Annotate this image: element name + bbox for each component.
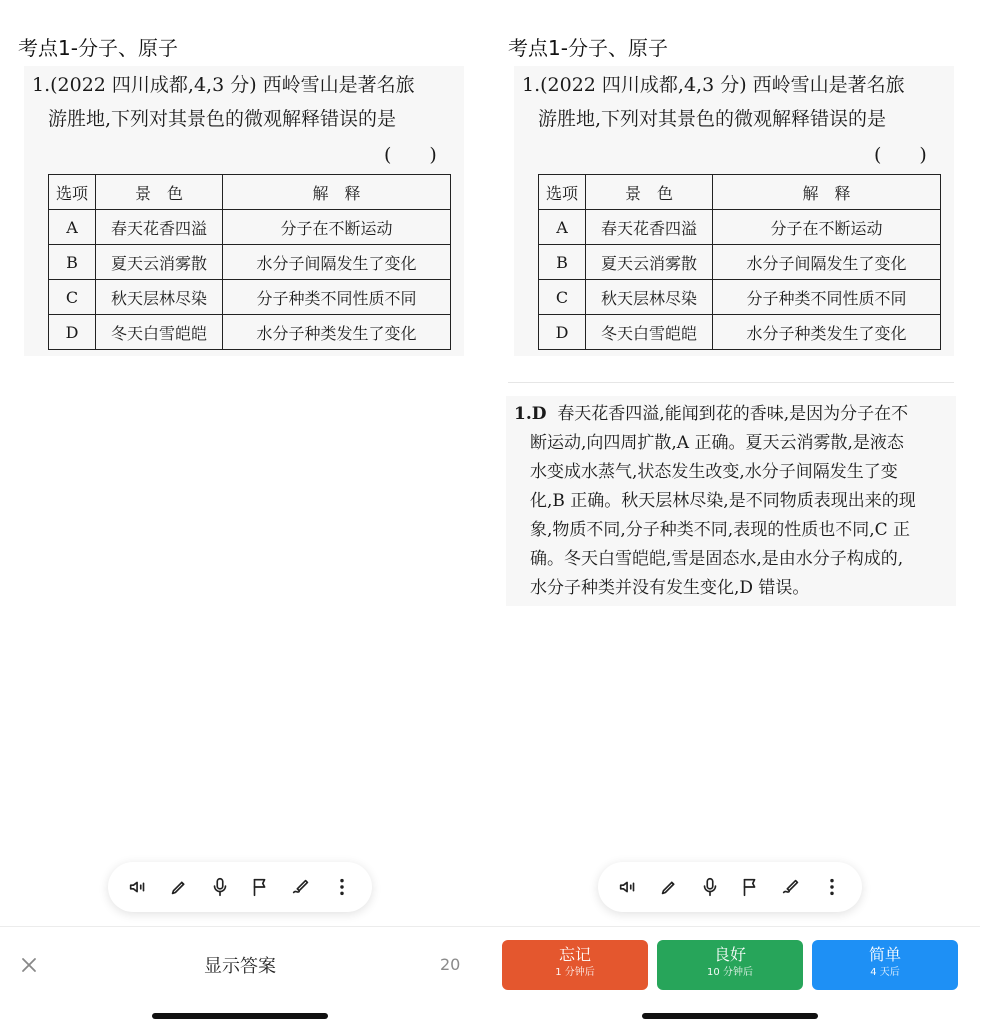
- table-cell: 分子在不断运动: [713, 210, 941, 245]
- table-header: 解 释: [713, 175, 941, 210]
- more-icon[interactable]: [819, 874, 845, 900]
- table-header-row: [539, 175, 941, 210]
- options-table: [48, 174, 451, 350]
- table-header: 选项: [539, 175, 586, 210]
- table-cell: 冬天白雪皑皑: [586, 315, 713, 350]
- question-line-1: 1.(2022 四川成都,4,3 分) 西岭雪山是著名旅: [522, 74, 905, 96]
- deck-title: 考点1-分子、原子: [508, 36, 668, 60]
- home-indicator: [642, 1013, 818, 1019]
- table-header: 解 释: [223, 175, 451, 210]
- flag-icon[interactable]: [247, 874, 273, 900]
- answer-line: 水变成水蒸气,状态发生改变,水分子间隔发生了变: [530, 462, 898, 482]
- table-row: [539, 210, 941, 245]
- question-card: [24, 66, 464, 356]
- table-cell: 夏天云消雾散: [586, 245, 713, 280]
- answer-blank: ( ): [384, 144, 437, 166]
- question-line-2: 游胜地,下列对其景色的微观解释错误的是: [538, 108, 887, 130]
- table-cell: 水分子间隔发生了变化: [223, 245, 451, 280]
- table-header: 景 色: [96, 175, 223, 210]
- table-cell: C: [49, 280, 96, 315]
- card-toolbar: [598, 862, 862, 912]
- question-card: [514, 66, 954, 356]
- show-answer-button[interactable]: 显示答案: [204, 956, 276, 977]
- speaker-icon[interactable]: [125, 874, 151, 900]
- answer-line: 化,B 正确。秋天层林尽染,是不同物质表现出来的现: [530, 491, 916, 511]
- grade-forget-button[interactable]: [502, 940, 648, 990]
- table-row: [539, 280, 941, 315]
- answer-blank: ( ): [874, 144, 927, 166]
- table-row: [539, 245, 941, 280]
- table-cell: 水分子间隔发生了变化: [713, 245, 941, 280]
- table-cell: B: [539, 245, 586, 280]
- flag-icon[interactable]: [737, 874, 763, 900]
- answer-line: 断运动,向四周扩散,A 正确。夏天云消雾散,是液态: [530, 433, 904, 453]
- table-row: [49, 280, 451, 315]
- table-cell: D: [49, 315, 96, 350]
- table-cell: D: [539, 315, 586, 350]
- table-row: [49, 210, 451, 245]
- table-header: 选项: [49, 175, 96, 210]
- table-row: [49, 245, 451, 280]
- pencil-icon[interactable]: [166, 874, 192, 900]
- grade-interval: 10 分钟后: [707, 967, 753, 978]
- pencil-icon[interactable]: [656, 874, 682, 900]
- grade-interval: 1 分钟后: [555, 967, 595, 978]
- microphone-icon[interactable]: [697, 874, 723, 900]
- table-cell: C: [539, 280, 586, 315]
- answer-line: 确。冬天白雪皑皑,雪是固态水,是由水分子构成的,: [530, 549, 904, 569]
- grade-good-button[interactable]: [657, 940, 803, 990]
- table-cell: 分子在不断运动: [223, 210, 451, 245]
- answer-line: [514, 400, 908, 429]
- draw-icon[interactable]: [778, 874, 804, 900]
- table-cell: B: [49, 245, 96, 280]
- table-cell: 分子种类不同性质不同: [713, 280, 941, 315]
- answer-text: 春天花香四溢,能闻到花的香味,是因为分子在不: [557, 404, 909, 424]
- table-cell: 春天花香四溢: [586, 210, 713, 245]
- table-cell: 水分子种类发生了变化: [713, 315, 941, 350]
- options-table: [538, 174, 941, 350]
- table-cell: 秋天层林尽染: [96, 280, 223, 315]
- more-icon[interactable]: [329, 874, 355, 900]
- speaker-icon[interactable]: [615, 874, 641, 900]
- grade-label: 简单: [868, 945, 901, 964]
- question-line-2: 游胜地,下列对其景色的微观解释错误的是: [48, 108, 397, 130]
- table-cell: 冬天白雪皑皑: [96, 315, 223, 350]
- answer-explanation: [506, 396, 956, 606]
- question-screen: [0, 0, 490, 1019]
- table-row: [49, 315, 451, 350]
- table-cell: 水分子种类发生了变化: [223, 315, 451, 350]
- footer-divider: [0, 926, 490, 927]
- close-icon[interactable]: [18, 954, 40, 976]
- grade-easy-button[interactable]: [812, 940, 958, 990]
- footer-divider: [490, 926, 980, 927]
- draw-icon[interactable]: [288, 874, 314, 900]
- table-header-row: [49, 175, 451, 210]
- table-cell: 秋天层林尽染: [586, 280, 713, 315]
- microphone-icon[interactable]: [207, 874, 233, 900]
- table-header: 景 色: [586, 175, 713, 210]
- table-cell: 分子种类不同性质不同: [223, 280, 451, 315]
- answer-key: 1.D: [514, 404, 547, 424]
- question-line-1: 1.(2022 四川成都,4,3 分) 西岭雪山是著名旅: [32, 74, 415, 96]
- table-row: [539, 315, 941, 350]
- answer-screen: [490, 0, 980, 1019]
- grade-interval: 4 天后: [870, 967, 900, 978]
- answer-line: 象,物质不同,分子种类不同,表现的性质也不同,C 正: [530, 520, 911, 540]
- home-indicator: [152, 1013, 328, 1019]
- table-cell: A: [49, 210, 96, 245]
- answer-divider: [508, 382, 954, 383]
- card-toolbar: [108, 862, 372, 912]
- answer-line: 水分子种类并没有发生变化,D 错误。: [530, 578, 810, 598]
- grade-label: 忘记: [558, 945, 591, 964]
- table-cell: 春天花香四溢: [96, 210, 223, 245]
- grade-label: 良好: [713, 945, 746, 964]
- table-cell: A: [539, 210, 586, 245]
- table-cell: 夏天云消雾散: [96, 245, 223, 280]
- remaining-count: 20: [440, 955, 461, 974]
- deck-title: 考点1-分子、原子: [18, 36, 178, 60]
